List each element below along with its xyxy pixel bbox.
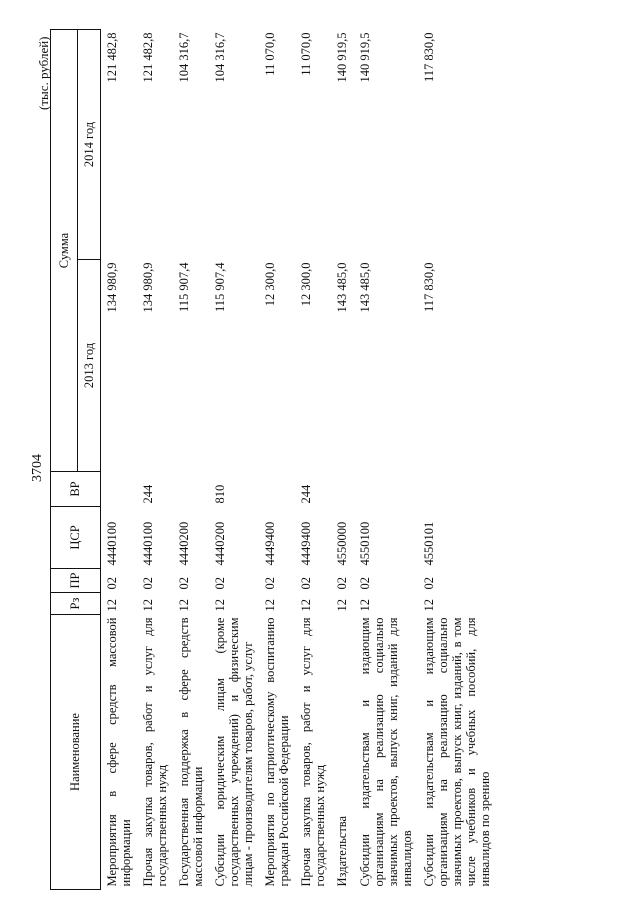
row-name: Субсидии юридическим лицам (кроме государственных учреждений) и физическим лицам - производителям товаров, работ, услуг (213, 617, 255, 887)
row-pr: 02 (213, 577, 227, 590)
header-csr: ЦСР (51, 507, 101, 569)
row-sum-2014: 121 482,8 (141, 32, 155, 83)
row-sum-2013: 143 485,0 (335, 262, 349, 313)
row-sum-2014: 140 919,5 (335, 32, 349, 83)
row-sum-2013: 134 980,9 (105, 262, 119, 313)
row-rz: 12 (358, 599, 372, 612)
row-rz: 12 (141, 599, 155, 612)
row-sum-2014: 117 830,0 (422, 32, 436, 83)
row-vr: 810 (213, 484, 227, 504)
row-sum-2013: 117 830,0 (422, 262, 436, 313)
row-csr: 4550100 (358, 521, 372, 566)
row-csr: 4440200 (213, 521, 227, 566)
row-rz: 12 (213, 599, 227, 612)
row-sum-2014: 121 482,8 (105, 32, 119, 83)
table-row (173, 30, 209, 890)
row-sum-2013: 143 485,0 (358, 262, 372, 313)
row-sum-2013: 115 907,4 (213, 262, 227, 313)
row-vr (101, 472, 138, 507)
row-name: Издательства (335, 815, 349, 887)
row-sum-2013: 12 300,0 (263, 262, 277, 307)
row-csr: 4550000 (335, 521, 349, 566)
row-rz: 12 (105, 599, 119, 612)
row-rz: 12 (422, 599, 436, 612)
row-name: Мероприятия в сфере средств массовой информации (105, 617, 133, 887)
row-pr: 02 (358, 577, 372, 590)
row-csr: 4449400 (263, 521, 277, 566)
row-vr (354, 472, 418, 507)
row-csr: 4440200 (177, 521, 191, 566)
row-vr (259, 472, 295, 507)
row-sum-2014: 104 316,7 (213, 32, 227, 83)
row-pr: 02 (141, 577, 155, 590)
header-pr: ПР (51, 569, 101, 593)
row-sum-2013: 12 300,0 (299, 262, 313, 307)
table-row (209, 30, 259, 890)
unit-label: (тыс. рублей) (36, 36, 51, 110)
row-name: Мероприятия по патриотическому воспитанию граждан Российской Федерации (263, 617, 291, 887)
row-vr (418, 472, 496, 507)
row-pr: 02 (263, 577, 277, 590)
page-number: 3704 (30, 454, 45, 482)
row-csr: 4440100 (105, 521, 119, 566)
row-pr: 02 (335, 577, 349, 590)
row-vr: 244 (299, 484, 313, 504)
header-name: Наименование (51, 615, 101, 890)
row-name: Прочая закупка товаров, работ и услуг для государственных нужд (299, 617, 327, 887)
row-rz: 12 (299, 599, 313, 612)
row-rz: 12 (335, 599, 349, 612)
table-row (101, 30, 138, 890)
row-name: Субсидии издательствам и издающим организациям на реализацию социально значимых проектов, выпуск книг, изданий для инвалидов (358, 617, 414, 887)
row-vr (173, 472, 209, 507)
table-body (101, 30, 497, 890)
table-row (331, 30, 354, 890)
table-row (354, 30, 418, 890)
row-csr: 4449400 (299, 521, 313, 566)
row-vr (331, 472, 354, 507)
row-pr: 02 (177, 577, 191, 590)
row-pr: 02 (299, 577, 313, 590)
row-vr: 244 (141, 484, 155, 504)
row-rz: 12 (177, 599, 191, 612)
table-row (418, 30, 496, 890)
table-row (295, 30, 331, 890)
row-csr: 4550101 (422, 521, 436, 566)
table-row (137, 30, 173, 890)
row-name: Субсидии издательствам и издающим организациям на реализацию социально значимых проектов, выпуск книг, изданий, в том числе учебников и учебных пособий, для инвалидов по зрению (422, 617, 492, 887)
header-year-2013: 2013 год (78, 260, 101, 472)
row-name: Государственная поддержка в сфере средств массовой информации (177, 617, 205, 887)
row-pr: 02 (105, 577, 119, 590)
row-sum-2014: 11 070,0 (263, 32, 277, 76)
row-sum-2013: 115 907,4 (177, 262, 191, 313)
row-sum-2014: 11 070,0 (299, 32, 313, 76)
row-pr: 02 (422, 577, 436, 590)
row-name: Прочая закупка товаров, работ и услуг для государственных нужд (141, 617, 169, 887)
row-sum-2014: 104 316,7 (177, 32, 191, 83)
rotated-content (20, 30, 540, 890)
header-sum: Сумма (51, 30, 78, 472)
budget-table (50, 29, 496, 890)
header-rz: Рз (51, 593, 101, 615)
row-rz: 12 (263, 599, 277, 612)
header-year-2014: 2014 год (78, 30, 101, 260)
row-sum-2013: 134 980,9 (141, 262, 155, 313)
row-sum-2014: 140 919,5 (358, 32, 372, 83)
header-vr: ВР (51, 472, 101, 507)
row-csr: 4440100 (141, 521, 155, 566)
table-row (259, 30, 295, 890)
